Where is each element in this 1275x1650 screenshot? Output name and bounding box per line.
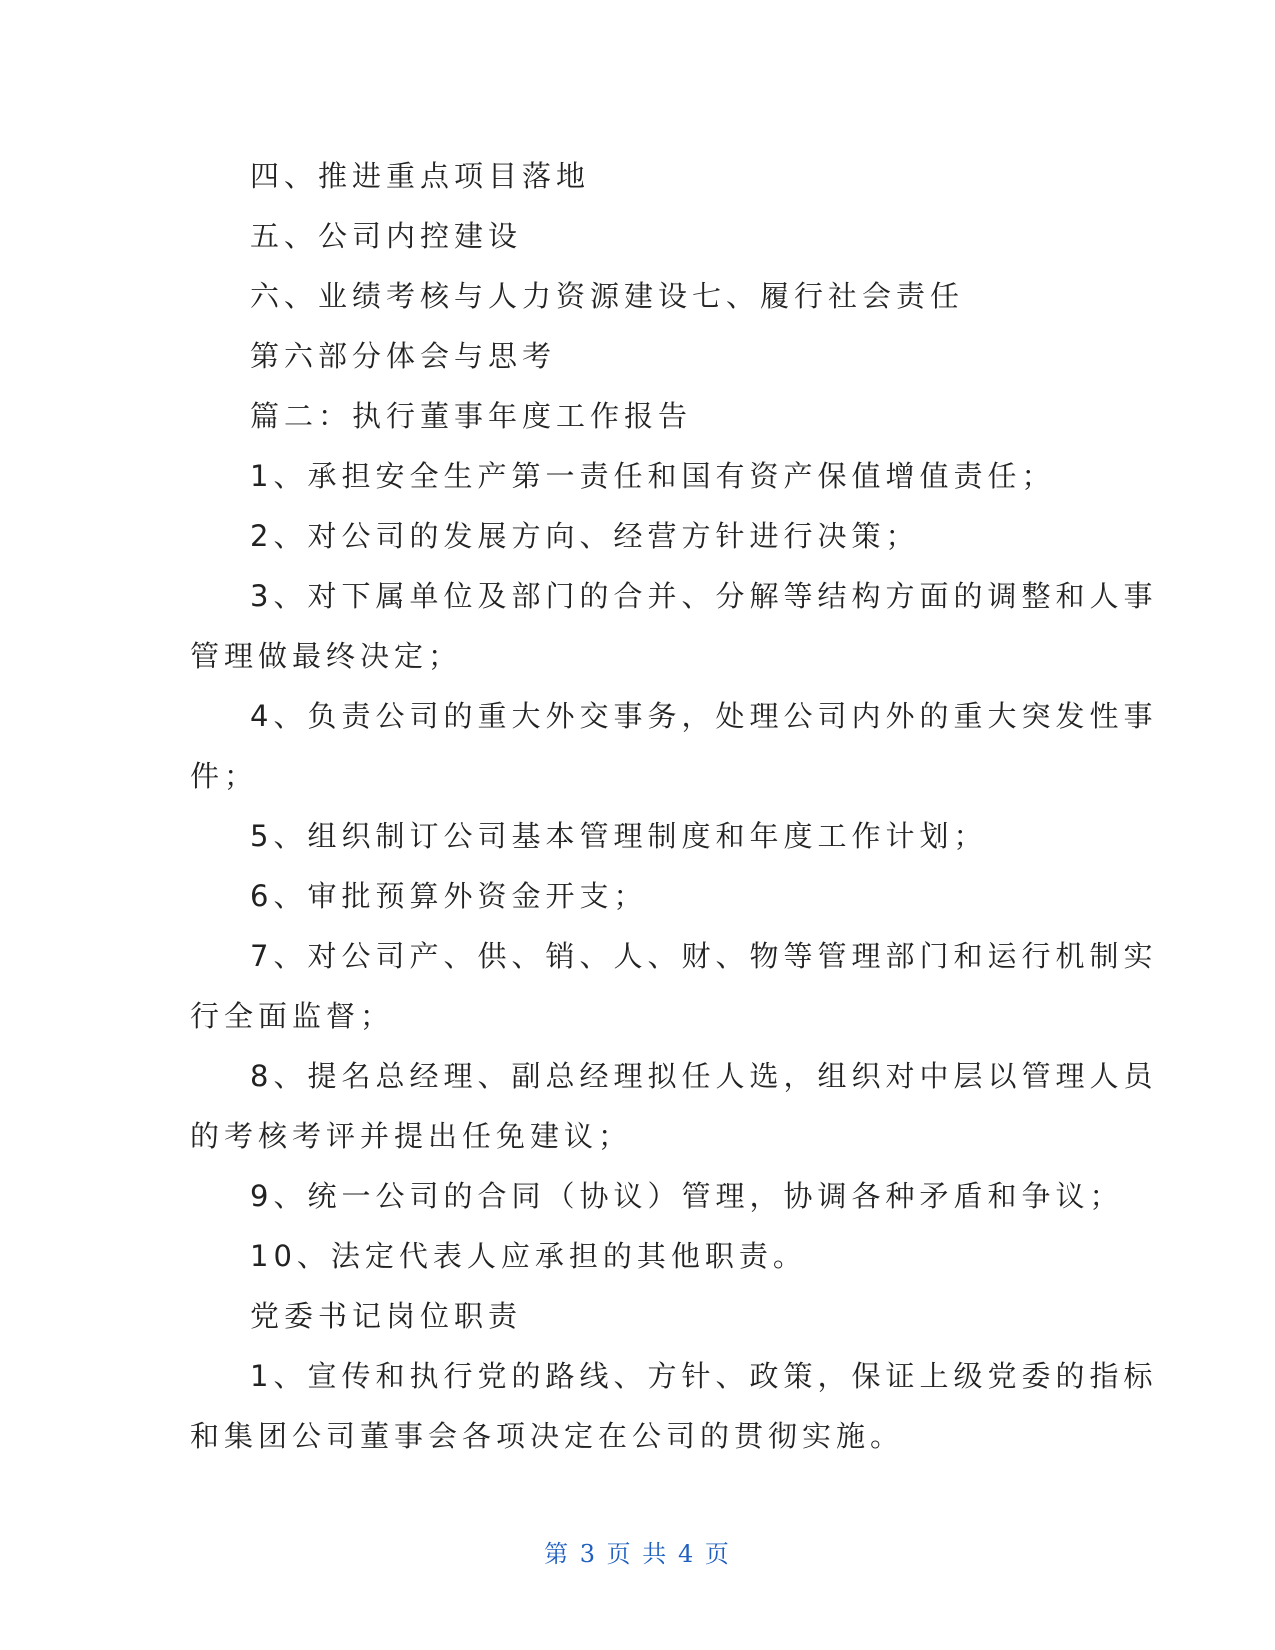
article-title: 篇二：执行董事年度工作报告 — [250, 399, 693, 433]
duty-item: 8、提名总经理、副总经理拟任人选，组织对中层以管理人员 — [250, 1059, 1158, 1093]
duty-item: 6、审批预算外资金开支； — [250, 879, 648, 913]
document-body — [190, 146, 1158, 1466]
duty-item: 9、统一公司的合同（协议）管理，协调各种矛盾和争议； — [250, 1179, 1124, 1213]
duty-item: 5、组织制订公司基本管理制度和年度工作计划； — [250, 819, 988, 853]
page-number-footer: 第 3 页 共 4 页 — [544, 1540, 731, 1568]
duty-item: 2、对公司的发展方向、经营方针进行决策； — [250, 519, 920, 553]
duty-item-continued: 管理做最终决定； — [190, 639, 463, 673]
section-heading: 五、公司内控建设 — [250, 219, 523, 253]
duty-item-continued: 和集团公司董事会各项决定在公司的贯彻实施。 — [190, 1419, 905, 1453]
duty-item: 10、法定代表人应承担的其他职责。 — [250, 1239, 807, 1273]
duty-item-continued: 行全面监督； — [190, 999, 395, 1033]
section-heading: 第六部分体会与思考 — [250, 339, 557, 373]
section-heading: 党委书记岗位职责 — [250, 1299, 523, 1333]
duty-item: 7、对公司产、供、销、人、财、物等管理部门和运行机制实 — [250, 939, 1158, 973]
duty-item-continued: 的考核考评并提出任免建议； — [190, 1119, 633, 1153]
duty-item-continued: 件； — [190, 759, 259, 793]
duty-item: 1、承担安全生产第一责任和国有资产保值增值责任； — [250, 459, 1056, 493]
section-heading: 四、推进重点项目落地 — [250, 159, 591, 193]
section-heading: 六、业绩考核与人力资源建设七、履行社会责任 — [250, 279, 965, 313]
duty-item: 3、对下属单位及部门的合并、分解等结构方面的调整和人事 — [250, 579, 1158, 613]
duty-item: 4、负责公司的重大外交事务，处理公司内外的重大突发性事 — [250, 699, 1158, 733]
duty-item: 1、宣传和执行党的路线、方针、政策，保证上级党委的指标 — [250, 1359, 1158, 1393]
